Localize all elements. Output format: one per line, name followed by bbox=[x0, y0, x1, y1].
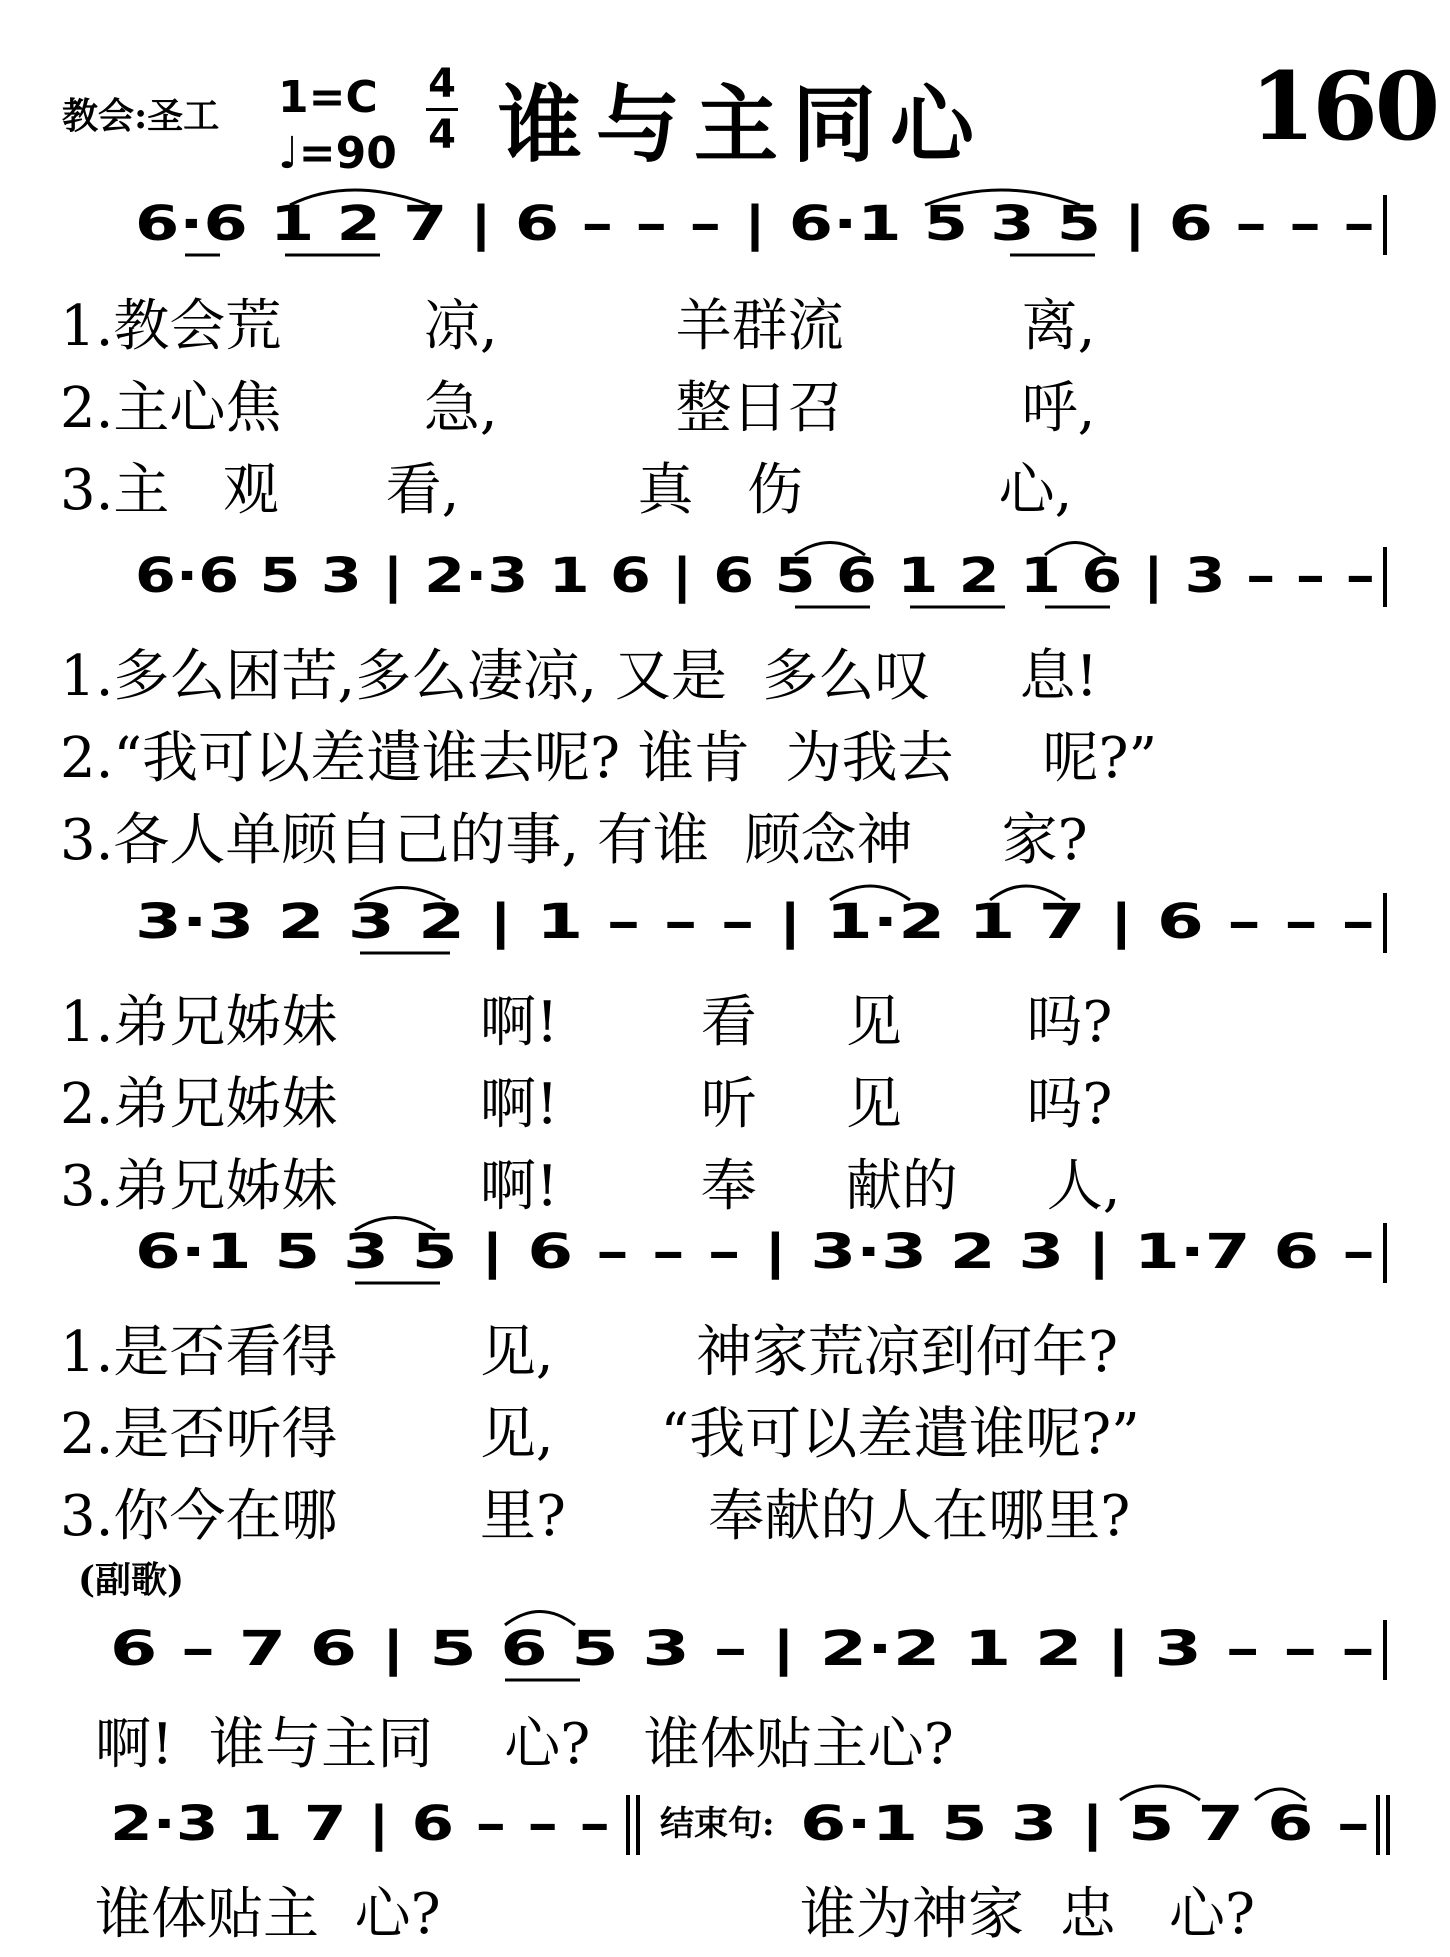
lyric-line: 1.教会荒 凉, 羊群流 离, bbox=[60, 294, 1096, 359]
lyric-line: 2.主心焦 急, 整日召 呼, bbox=[60, 376, 1096, 441]
ending-lyric-right: 谁为神家 忠 心? bbox=[800, 1882, 1256, 1947]
chorus-notation bbox=[110, 1612, 1385, 1681]
lyric-line: 3.弟兄姊妹 啊! 奉 献的 人, bbox=[60, 1154, 1121, 1219]
chorus-lyric-line: 啊! 谁与主同 心? 谁体贴主心? bbox=[95, 1712, 954, 1777]
system-1-notation bbox=[135, 190, 1385, 255]
key-signature: 1=C bbox=[278, 72, 378, 123]
lyric-line: 3.你今在哪 里? 奉献的人在哪里? bbox=[60, 1484, 1131, 1549]
time-signature-bottom: 4 bbox=[428, 112, 456, 158]
tempo-value: =90 bbox=[298, 128, 397, 179]
lyric-line: 2.弟兄姊妹 啊! 听 见 吗? bbox=[60, 1072, 1113, 1137]
system-3-notation bbox=[135, 886, 1385, 953]
system-4-notation bbox=[135, 1218, 1385, 1284]
lyric-line: 2.是否听得 见, “我可以差遣谁呢?” bbox=[60, 1402, 1140, 1467]
system-4-notes: 6·1 5 3 5 | 6 – – – | 3·3 2 3 | 1·7 6 – bbox=[135, 1224, 1375, 1280]
time-signature-top: 4 bbox=[428, 61, 456, 107]
chorus-notes: 6 – 7 6 | 5 6 5 3 – | 2·2 1 2 | 3 – – – bbox=[110, 1621, 1375, 1677]
lyric-line: 3.各人单顾自己的事, 有谁 顾念神 家? bbox=[60, 808, 1088, 873]
hymn-title: 谁与主同心 bbox=[498, 75, 989, 174]
ending-notes-left: 2·3 1 7 | 6 – – – bbox=[110, 1796, 610, 1852]
hymn-category: 教会:圣工 bbox=[62, 95, 220, 137]
lyric-line: 2.“我可以差遣谁去呢? 谁肯 为我去 呢?” bbox=[60, 726, 1158, 791]
system-1-notes: 6·6 1 2 7 | 6 – – – | 6·1 5 3 5 | 6 – – – bbox=[135, 196, 1375, 252]
quarter-note-icon: ♩ bbox=[278, 128, 299, 179]
ending-lyric-left: 谁体贴主 心? bbox=[95, 1882, 441, 1947]
lyric-line: 1.是否看得 见, 神家荒凉到何年? bbox=[60, 1320, 1119, 1385]
ending-notes-right: 6·1 5 3 | 5 7 6 – bbox=[800, 1796, 1370, 1852]
hymn-number: 160 bbox=[1250, 52, 1438, 162]
lyric-line: 1.多么困苦,多么凄凉, 又是 多么叹 息! bbox=[60, 644, 1098, 709]
ending-notation bbox=[110, 1786, 1388, 1855]
lyric-line: 3.主 观 看, 真 伤 心, bbox=[60, 458, 1073, 523]
system-2-notes: 6·6 5 3 | 2·3 1 6 | 6 5 6 1 2 1 6 | 3 – – – bbox=[135, 548, 1375, 604]
chorus-label: (副歌) bbox=[78, 1559, 185, 1601]
system-3-notes: 3·3 2 3 2 | 1 – – – | 1·2 1 7 | 6 – – – bbox=[135, 894, 1375, 950]
ending-label: 结束句: bbox=[660, 1804, 775, 1844]
system-2-notation bbox=[135, 543, 1385, 608]
lyric-line: 1.弟兄姊妹 啊! 看 见 吗? bbox=[60, 990, 1113, 1055]
